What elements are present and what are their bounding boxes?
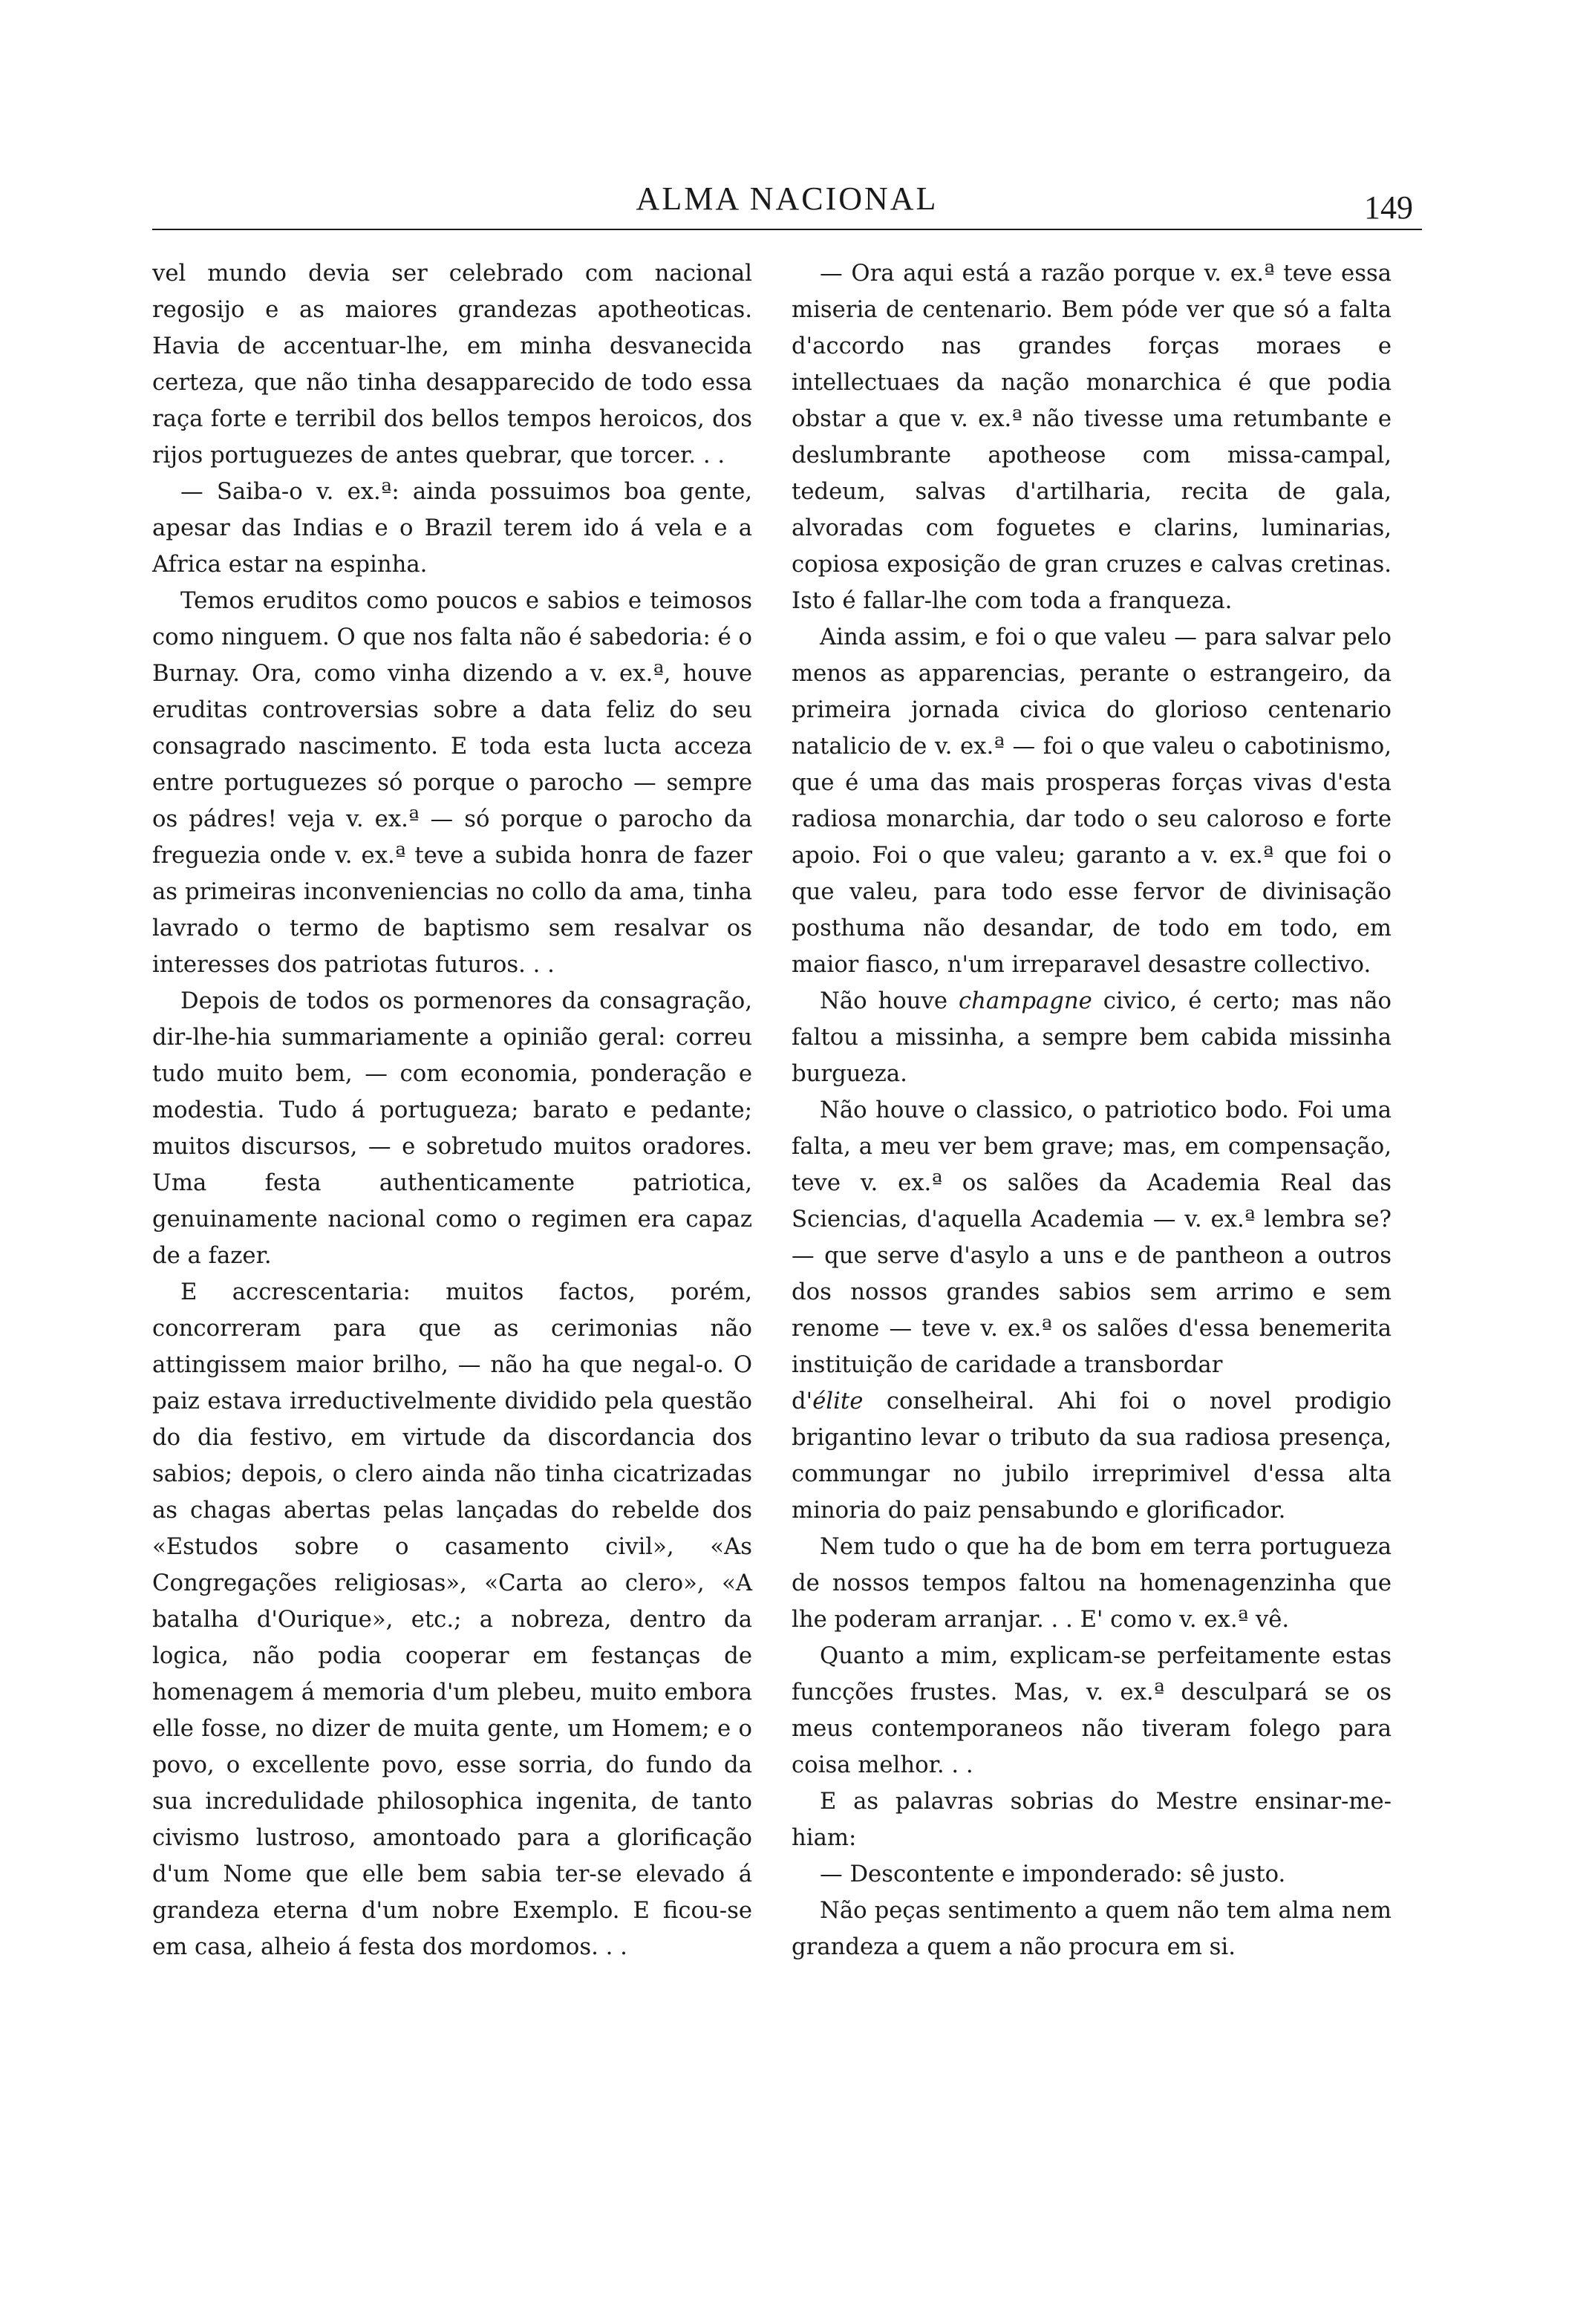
left-column bbox=[152, 255, 752, 1965]
page-header bbox=[152, 172, 1422, 232]
paragraph-text: d' bbox=[792, 1388, 813, 1414]
page-number: 149 bbox=[1364, 189, 1413, 226]
paragraph-text: civico, é certo; mas não faltou a missinha, a sempre bem cabida missinha burgueza. bbox=[792, 988, 1392, 1087]
paragraph: Não houve o classico, o patriotico bodo. Foi uma falta, a meu ver bem grave; mas, em compensação, teve v. ex.ª os salões da Academia Real das Sciencias, d'aquella Academia — v. ex.ª lembra se? — que serve d'asylo a uns e de pantheon a outros dos nossos grandes sabios sem arrimo e sem renome — teve v. ex.ª os salões d'essa benemerita instituição de caridade a transbordar bbox=[792, 1097, 1392, 1378]
right-column bbox=[792, 255, 1392, 1965]
paragraph: — Ora aqui está a razão porque v. ex.ª teve essa miseria de centenario. Bem póde ver que só a falta d'accordo nas grandes forças moraes e intellectuaes da nação monarchica é que podia obstar a que v. ex.ª não tivesse uma retumbante e deslumbrante apotheose com missa-campal, tedeum, salvas d'artilharia, recita de gala, alvoradas com foguetes e clarins, luminarias, copiosa exposição de gran cruzes e calvas cretinas. Isto é fallar-lhe com toda a franqueza. bbox=[792, 261, 1392, 614]
paragraph: Quanto a mim, explicam-se perfeitamente estas funcções frustes. Mas, v. ex.ª desculpará se os meus contemporaneos não tiveram folego para coisa melhor. . . bbox=[792, 1643, 1392, 1778]
paragraph-text: conselheiral. Ahi foi o novel prodigio brigantino levar o tributo da sua radiosa presença, commungar no jubilo irreprimivel d'essa alta minoria do paiz pensabundo e glorificador. bbox=[792, 1388, 1392, 1524]
paragraph bbox=[792, 983, 1392, 1092]
paragraph: vel mundo devia ser celebrado com nacional regosijo e as maiores grandezas apotheoticas. Havia de accentuar-lhe, em minha desvanecida certeza, que não tinha desapparecido de todo essa raça forte e terribil dos bellos tempos heroicos, dos rijos portuguezes de antes quebrar, que torcer. . . bbox=[152, 261, 752, 469]
paragraph: Ainda assim, e foi o que valeu — para salvar pelo menos as apparencias, perante o estrangeiro, da primeira jornada civica do glorioso centenario natalicio de v. ex.ª — foi o que valeu o cabotinismo, que é uma das mais prosperas forças vivas d'esta radiosa monarchia, dar todo o seu caloroso e forte apoio. Foi o que valeu; garanto a v. ex.ª que foi o que valeu, para todo esse fervor de divinisação posthuma não desandar, de todo em todo, em maior fiasco, n'um irreparavel desastre collectivo. bbox=[792, 624, 1392, 978]
running-title: ALMA NACIONAL bbox=[636, 180, 939, 217]
italic-term: élite bbox=[812, 1388, 864, 1414]
paragraph: — Descontente e imponderado: sê justo. bbox=[820, 1861, 1286, 1887]
paragraph bbox=[792, 1383, 1392, 1529]
paragraph: E as palavras sobrias do Mestre ensinar-me-hiam: bbox=[792, 1789, 1392, 1851]
paragraph: Temos eruditos como poucos e sabios e teimosos como ninguem. O que nos falta não é sabedoria: é o Burnay. Ora, como vinha dizendo a v. ex.ª, houve eruditas controversias sobre a data feliz do seu consagrado nascimento. E toda esta lucta acceza entre portuguezes só porque o parocho — sempre os pádres! veja v. ex.ª — só porque o parocho da freguezia onde v. ex.ª teve a subida honra de fazer as primeiras inconveniencias no collo da ama, tinha lavrado o termo de baptismo sem resalvar os interesses dos patriotas futuros. . . bbox=[152, 588, 752, 978]
header-rule bbox=[152, 229, 1422, 230]
paragraph-text: Não houve bbox=[820, 988, 959, 1014]
paragraph: Depois de todos os pormenores da consagração, dir-lhe-hia summariamente a opinião geral: correu tudo muito bem, — com economia, ponderação e modestia. Tudo á portugueza; barato e pedante; muitos discursos, — e sobretudo muitos oradores. Uma festa authenticamente patriotica, genuinamente nacional como o regimen era capaz de a fazer. bbox=[152, 988, 752, 1269]
paragraph: Nem tudo o que ha de bom em terra portugueza de nossos tempos faltou na homenagenzinha que lhe poderam arranjar. . . E' como v. ex.ª vê. bbox=[792, 1534, 1392, 1633]
paragraph: — Saiba-o v. ex.ª: ainda possuimos boa gente, apesar das Indias e o Brazil terem ido á vela e a Africa estar na espinha. bbox=[152, 479, 752, 578]
italic-term: champagne bbox=[958, 988, 1092, 1014]
paragraph: Não peças sentimento a quem não tem alma nem grandeza a quem a não procura em si. bbox=[792, 1898, 1392, 1960]
paragraph: E accrescentaria: muitos factos, porém, concorreram para que as cerimonias não attingissem maior brilho, — não ha que negal-o. O paiz estava irreductivelmente dividido pela questão do dia festivo, em virtude da discordancia dos sabios; depois, o clero ainda não tinha cicatrizadas as chagas abertas pelas lançadas do rebelde dos «Estudos sobre o casamento civil», «As Congregações religiosas», «Carta ao clero», «A batalha d'Ourique», etc.; a nobreza, dentro da logica, não podia cooperar em festanças de homenagem á memoria d'um plebeu, muito embora elle fosse, no dizer de muita gente, um Homem; e o povo, o excellente povo, esse sorria, do fundo da sua incredulidade philosophica ingenita, de tanto civismo lustroso, amontoado para a glorificação d'um Nome que elle bem sabia ter-se elevado á grandeza eterna d'um nobre Exemplo. E ficou-se em casa, alheio á festa dos mordomos. . . bbox=[152, 1279, 752, 1960]
